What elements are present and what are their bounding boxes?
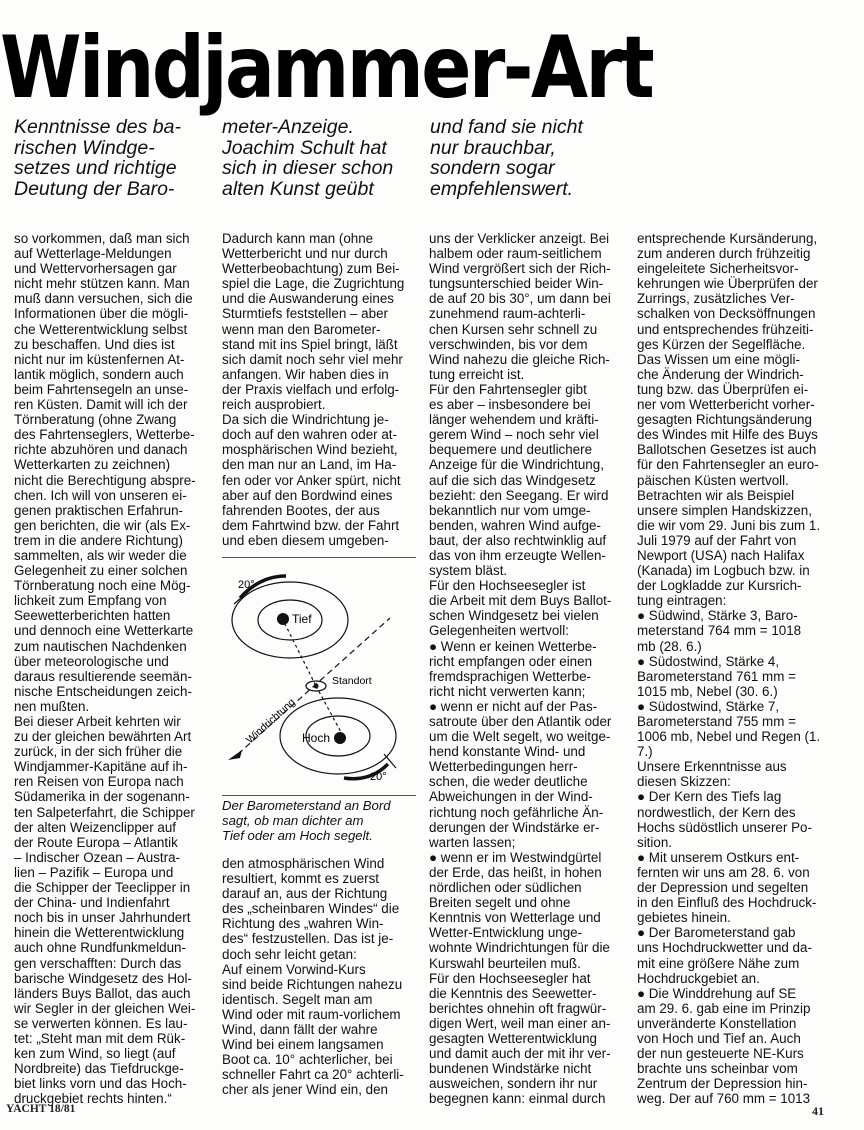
text-line: kehrungen wie Überprüfen der <box>637 276 818 292</box>
text-line: satroute über den Atlantik oder <box>429 714 612 729</box>
text-line: wir Segler in der gleichen Wei- <box>14 1000 196 1016</box>
lede-line: alten Kunst geübt <box>222 177 374 200</box>
text-line: (Kanada) im Logbuch bzw. in <box>637 563 810 579</box>
text-line: und dennoch eine Wetterkarte <box>14 623 194 639</box>
text-line: spiel die Lage, die Zugrichtung <box>222 276 405 292</box>
text-line: am 29. 6. gab eine im Prinzip <box>637 1000 811 1016</box>
low-bearing-line <box>282 618 316 686</box>
lede-line: empfehlenswert. <box>430 177 574 200</box>
text-line: nische Entscheidungen zeich- <box>14 683 192 699</box>
text-line: von Hoch und Tief an. Auch <box>637 1030 801 1046</box>
text-line: ren Küsten. Damit will ich der <box>14 397 188 413</box>
text-line: fernten wir uns am 28. 6. von <box>637 864 810 880</box>
text-line: de auf 20 bis 30°, um dann bei <box>429 291 611 307</box>
text-line: ● wenn er nicht auf der Pas- <box>429 698 598 714</box>
text-line: die Schipper der Teeclipper in <box>14 880 191 896</box>
body-column-1 <box>14 231 208 1107</box>
figure-bottom-rule <box>222 795 416 796</box>
text-line: beim Fahrtensegeln an unse- <box>14 381 189 397</box>
text-line: ● Die Winddrehung auf SE <box>637 985 797 1001</box>
text-line: baut, der also rechtwinklig auf <box>429 532 607 548</box>
text-line: zurück, in der sich früher die <box>14 744 183 760</box>
text-line: ner vom Wetterbericht vorher- <box>637 397 815 413</box>
text-line: schen Windgesetz bei vielen <box>429 608 599 624</box>
text-line: ausweichen, sondern ihr nur <box>429 1076 598 1092</box>
high-label: Hoch <box>302 731 331 745</box>
text-line: nordwestlich, der Kern des <box>637 804 796 820</box>
text-line: sich damit noch sehr viel mehr <box>222 351 403 367</box>
text-line: zu beschaffen. Und dies ist <box>14 336 175 352</box>
low-label: Tief <box>292 612 312 626</box>
text-line: nördlichen oder südlichen <box>429 880 582 896</box>
text-line: der nun gesteuerte NE-Kurs <box>637 1046 804 1062</box>
text-line: nicht mehr stützen kann. Man <box>14 276 190 292</box>
text-line: trem in die andere Richtung) <box>14 532 183 548</box>
text-line: Für den Hochseesegler hat <box>429 970 591 986</box>
figure-caption <box>222 798 417 844</box>
text-line: reich ausprobiert. <box>222 397 326 413</box>
text-line: fen oder vor Anker spürt, nicht <box>222 472 401 488</box>
text-line: digen Wert, weil man einer an- <box>429 1015 611 1031</box>
text-line: in den Einfluß des Hochdruck- <box>637 895 817 911</box>
text-line: tung eintragen: <box>637 593 727 609</box>
text-line: derungen der Windstärke er- <box>429 819 600 835</box>
text-line: ● wenn er im Westwindgürtel <box>429 849 602 865</box>
text-line: gesagten Richtungsänderung <box>637 412 812 428</box>
lede-line: und fand sie nicht <box>430 116 583 138</box>
text-line: ● Der Barometerstand gab <box>637 925 796 941</box>
text-line: weg. Der auf 760 mm = 1013 <box>637 1091 811 1107</box>
text-line: fremdsprachigen Wetterbe- <box>429 668 592 684</box>
text-line: Gelegenheiten wertvoll: <box>429 623 569 639</box>
text-line: unsere simplen Handskizzen, <box>637 502 812 518</box>
text-line: system bläst. <box>429 563 508 579</box>
text-line: Sturmtiefs feststellen – aber <box>222 306 388 322</box>
text-line: und damit auch der mit ihr ver- <box>429 1046 611 1062</box>
text-line: zum anderen durch frühzeitig <box>637 246 811 262</box>
text-line: gerem Wind – noch sehr viel <box>429 427 599 443</box>
low-center-dot <box>277 613 289 625</box>
text-line: den atmosphärischen Wind <box>222 856 385 871</box>
text-line: gesagten Wetterentwicklung <box>429 1030 597 1046</box>
text-line: begegnen kann: einmal durch <box>429 1091 606 1107</box>
text-line: Auf einem Vorwind-Kurs <box>222 961 366 977</box>
text-line: tung bzw. das Überprüfen ei- <box>637 381 809 397</box>
text-line: mit eine größere Nähe zum <box>637 955 800 971</box>
text-line: Wetter-Entwicklung unge- <box>429 925 583 941</box>
text-line: Hochs südöstlich unserer Po- <box>637 819 812 835</box>
text-line: gen verschafften: Durch das <box>14 955 182 971</box>
text-line: Das Wissen um eine mögli- <box>637 351 800 367</box>
text-line: die Arbeit mit dem Buys Ballot- <box>429 593 612 609</box>
text-line: aber auf den Bordwind eines <box>222 487 393 503</box>
lede-line: Kenntnisse des ba- <box>14 116 181 138</box>
angle-label-top: 20° <box>238 579 255 591</box>
lede-col-3 <box>430 117 630 199</box>
text-line: Wind oder mit raum-vorlichem <box>222 1006 401 1022</box>
text-line: identisch. Segelt man am <box>222 991 373 1007</box>
text-line: Wetterbericht und nur durch <box>222 246 388 262</box>
text-line: auch ohne Rundfunkmeldun- <box>14 940 186 956</box>
text-line: und die Auswanderung eines <box>222 291 394 307</box>
text-line: und eben diesem umgeben- <box>222 532 389 548</box>
text-line: chen Kursen sehr schnell zu <box>429 321 598 337</box>
text-line: Abweichungen in der Wind- <box>429 789 593 805</box>
text-line: schen, die weder deutliche <box>429 774 588 790</box>
lede-col-1 <box>14 117 214 199</box>
text-line: Hochdruckgebiet an. <box>637 970 760 986</box>
text-line: – Indischer Ozean – Austra- <box>14 849 180 865</box>
text-line: Seewetterberichten hatten <box>14 608 171 624</box>
text-line: gebietes hinein. <box>637 910 731 926</box>
text-line: richtung noch gefährliche Än- <box>429 804 604 820</box>
text-line: länders Buys Ballot, das auch <box>14 985 191 1001</box>
text-line: Breiten segelt und ohne <box>429 895 571 911</box>
text-line: Informationen über die mögli- <box>14 306 189 322</box>
lede-line: sondern sogar <box>430 157 555 179</box>
text-line: verschwinden, bis vor dem <box>429 336 588 352</box>
text-line: cher als jener Wind ein, den <box>222 1082 388 1098</box>
text-line: bundenen Windstärke nicht <box>429 1061 592 1077</box>
boat-position-dot <box>314 684 319 689</box>
text-line: des Windes mit Hilfe des Buys <box>637 427 818 443</box>
caption-line: Der Barometerstand an Bord <box>222 798 391 813</box>
text-line: Windjammer-Kapitäne auf ih- <box>14 759 188 775</box>
text-line: Wind bei einem langsamen <box>222 1037 384 1053</box>
high-bearing-line <box>316 686 342 734</box>
lede-line: Joachim Schult hat <box>222 136 387 159</box>
text-line: zu der gleichen bewährten Art <box>14 729 192 745</box>
text-line: noch bis in unser Jahrhundert <box>14 910 191 926</box>
text-line: Boot ca. 10° achterlicher, bei <box>222 1052 393 1068</box>
text-line: Da sich die Windrichtung je- <box>222 412 389 428</box>
text-line: se verwerten können. Es lau- <box>14 1015 188 1031</box>
text-line: der Erde, das heißt, in hohen <box>429 864 602 880</box>
text-line: 1006 mb, Nebel und Regen (1. <box>637 729 821 745</box>
text-line: Wetterbedingungen herr- <box>429 759 578 775</box>
text-line: 7.) <box>637 744 653 760</box>
text-line: darauf an, aus der Richtung <box>222 886 388 902</box>
text-line: daraus resultierende seemän- <box>14 668 192 684</box>
text-line: uns der Verklicker anzeigt. Bei <box>429 231 610 246</box>
text-line: so vorkommen, daß man sich <box>14 231 190 246</box>
lede-line: setzes und richtige <box>14 157 177 179</box>
text-line: es aber – insbesondere bei <box>429 397 591 413</box>
text-line: Betrachten wir als Beispiel <box>637 487 795 503</box>
text-line: des Fahrtenseglers, Wetterbe- <box>14 427 195 443</box>
text-line: Ballotschen Gesetzes ist auch <box>637 442 817 458</box>
text-line: uns Hochdruckwetter und da- <box>637 940 812 956</box>
text-line: che Wetterentwicklung selbst <box>14 321 188 337</box>
text-line: Juli 1979 auf der Fahrt von <box>637 532 797 548</box>
headline: Windjammer-Art <box>0 18 653 118</box>
text-line: unveränderte Konstellation <box>637 1015 797 1031</box>
text-line: der Praxis vielfach und erfolg- <box>222 381 400 397</box>
text-line: warten lassen; <box>429 834 516 850</box>
text-line: Nordbreite) das Tiefdruckge- <box>14 1061 184 1077</box>
text-line: bekanntlich nur vom umge- <box>429 502 591 518</box>
text-line: auf die sich das Windgesetz <box>429 472 596 488</box>
caption-line: Tief oder am Hoch segelt. <box>222 828 373 844</box>
text-line: stand mit ins Spiel bringt, läßt <box>222 336 398 352</box>
text-line: nicht nur im küstenfernen At- <box>14 351 185 367</box>
text-line: Kenntnis von Wetterlage und <box>429 910 601 926</box>
text-line: entsprechende Kursänderung, <box>637 231 818 246</box>
low-isobar-outer <box>232 582 348 658</box>
issue-label: YACHT 18/81 <box>6 1103 76 1115</box>
lede-line: sich in dieser schon <box>222 157 394 179</box>
text-line: für den Fahrtensegler an euro- <box>637 457 819 473</box>
angle-label-bottom: 20° <box>370 771 387 783</box>
text-line: hend konstante Wind- und <box>429 744 586 760</box>
text-line: genen praktischen Erfahrun- <box>14 502 183 518</box>
text-line: druckgebiet rechts hinten.“ <box>14 1091 172 1107</box>
text-line: Zurrings, zusätzliches Ver- <box>637 291 795 307</box>
text-line: barische Windgesetz des Hol- <box>14 970 192 986</box>
text-line: ken zum Wind, so liegt (auf <box>14 1046 176 1062</box>
position-label: Standort <box>332 675 372 687</box>
body-column-3 <box>429 231 623 1107</box>
text-line: Kurswahl beurteilen muß. <box>429 955 581 971</box>
text-line: mosphärischen Wind bezieht, <box>222 442 398 458</box>
text-line: tungsunterschied beider Win- <box>429 276 604 292</box>
text-line: ren Reisen von Europa nach <box>14 774 184 790</box>
wind-direction-label: Windrichtung <box>243 696 298 747</box>
text-line: um die Welt segelt, wo weitge- <box>429 729 611 745</box>
text-line: der Depression und segelten <box>637 880 809 896</box>
text-line: meterstand 764 mm = 1018 <box>637 623 802 639</box>
text-line: che Änderung der Windrich- <box>637 366 804 382</box>
text-line: der Logkladde zur Kursrich- <box>637 578 802 594</box>
text-line: anfangen. Wir haben dies in <box>222 366 389 382</box>
text-line: ● Südwind, Stärke 3, Baro- <box>637 608 798 624</box>
text-line: lien – Pazifik – Europa und <box>14 864 174 880</box>
text-line: biet links vorn und das Hoch- <box>14 1076 187 1092</box>
text-line: diesen Skizzen: <box>637 774 731 790</box>
text-line: wenn man den Barometer- <box>222 321 381 337</box>
body-column-2-top <box>222 231 416 551</box>
low-angle-tick <box>234 592 248 604</box>
lede-line: rischen Windge- <box>14 136 155 159</box>
text-line: richt empfangen oder einen <box>429 653 593 669</box>
high-center-dot <box>334 732 346 744</box>
text-line: 1015 mb, Nebel (30. 6.) <box>637 683 778 699</box>
text-line: über meteorologische und <box>14 653 169 669</box>
text-line: mb (28. 6.) <box>637 638 702 654</box>
text-line: resultiert, kommt es zuerst <box>222 871 380 887</box>
text-line: lantik möglich, sondern auch <box>14 366 184 382</box>
text-line: Für den Hochseesegler ist <box>429 578 586 594</box>
text-line: Wind nahezu die gleiche Rich- <box>429 351 610 367</box>
text-line: Anzeige für die Windrichtung, <box>429 457 604 473</box>
text-line: zum nautischen Nachdenken <box>14 638 187 654</box>
text-line: Barometerstand 761 mm = <box>637 668 796 684</box>
text-line: Dadurch kann man (ohne <box>222 231 374 246</box>
text-line: doch sehr leicht getan: <box>222 946 357 962</box>
text-line: Südamerika in der sogenann- <box>14 789 190 805</box>
text-line: sition. <box>637 834 672 850</box>
text-line: Wetterkarten zu zeichnen) <box>14 457 171 473</box>
text-line: hinein die Wetterentwicklung <box>14 925 185 941</box>
text-line: Wind vergrößert sich der Rich- <box>429 261 611 277</box>
text-line: gen berichten, die wir (als Ex- <box>14 517 191 533</box>
text-line: Für den Fahrtensegler gibt <box>429 381 587 397</box>
text-line: des“ festzustellen. Das ist je- <box>222 931 394 947</box>
text-line: doch auf den wahren oder at- <box>222 427 397 443</box>
text-line: berichtes ohnehin oft fragwür- <box>429 1000 607 1016</box>
text-line: Zentrum der Depression hin- <box>637 1076 808 1092</box>
text-line: schalken von Decksöffnungen <box>637 306 816 322</box>
text-line: ● Südostwind, Stärke 4, <box>637 653 780 669</box>
text-line: Törnberatung noch eine Mög- <box>14 578 191 594</box>
low-isobar-inner <box>258 600 322 640</box>
wind-pressure-diagram <box>220 558 420 792</box>
text-line: schneller Fahrt ca 20° achterli- <box>222 1067 404 1083</box>
lede-col-2 <box>222 117 422 199</box>
text-line: des „scheinbaren Windes“ die <box>222 901 400 917</box>
text-line: wohnte Windrichtungen für die <box>429 940 610 956</box>
lede-line: nur brauchbar, <box>430 136 556 159</box>
text-line: Newport (USA) nach Halifax <box>637 547 805 563</box>
text-line: und Wettervorhersagen gar <box>14 261 177 277</box>
text-line: den man nur an Land, im Ha- <box>222 457 397 473</box>
text-line: bezieht: den Seegang. Er wird <box>429 487 609 503</box>
text-line: ● Der Kern des Tiefs lag <box>637 789 782 805</box>
text-line: bequemere und deutlichere <box>429 442 593 458</box>
text-line: ● Mit unserem Ostkurs ent- <box>637 849 800 865</box>
text-line: auf Wetterlage-Meldungen <box>14 246 172 262</box>
text-line: nen mußten. <box>14 698 90 714</box>
text-line: länger wehendem und kräfti- <box>429 412 599 428</box>
text-line: benden, wahren Wind aufge- <box>429 517 601 533</box>
text-line: chen. Ich will von unseren ei- <box>14 487 187 503</box>
text-line: dem Fahrtwind bzw. der Fahrt <box>222 517 400 533</box>
text-line: der China- und Indienfahrt <box>14 895 170 911</box>
text-line: nicht die Berechtigung abspre- <box>14 472 196 488</box>
text-line: Gelegenheit zu einer solchen <box>14 563 188 579</box>
text-line: ● Südostwind, Stärke 7, <box>637 698 780 714</box>
page-number: 41 <box>812 1104 824 1118</box>
text-line: tung erreicht ist. <box>429 366 525 382</box>
text-line: die wir vom 29. Juni bis zum 1. <box>637 517 821 533</box>
text-line: Unsere Erkenntnisse aus <box>637 759 787 775</box>
text-line: brachte uns scheinbar vom <box>637 1061 798 1077</box>
text-line: halbem oder raum-seitlichem <box>429 246 602 262</box>
text-line: das von ihm erzeugte Wellen- <box>429 547 606 563</box>
lede-line: meter-Anzeige. <box>222 116 354 138</box>
text-line: Bei dieser Arbeit kehrten wir <box>14 714 181 729</box>
text-line: eingeleitete Sicherheitsvor- <box>637 261 799 277</box>
body-column-2-bottom <box>222 856 416 1099</box>
text-line: ges Kürzen der Segelfläche. <box>637 336 806 352</box>
text-line: sammelten, als wir weder die <box>14 547 187 563</box>
text-line: tet: „Steht man mit dem Rük- <box>14 1030 186 1046</box>
text-line: der Route Europa – Atlantik <box>14 834 178 850</box>
text-line: Richtung des „wahren Win- <box>222 916 384 932</box>
text-line: ten Salpeterfahrt, die Schipper <box>14 804 195 820</box>
text-line: Törnberatung (ohne Zwang <box>14 412 177 428</box>
text-line: Wind, dann fällt der wahre <box>222 1022 378 1038</box>
body-column-4 <box>637 231 831 1107</box>
text-line: ● Wenn er keinen Wetterbe- <box>429 638 597 654</box>
text-line: lichkeit zum Empfang von <box>14 593 167 609</box>
text-line: die Kenntnis des Seewetter- <box>429 985 597 1001</box>
text-line: sind beide Richtungen nahezu <box>222 976 403 992</box>
caption-line: sagt, ob man dichter am <box>222 813 364 829</box>
text-line: Barometerstand 755 mm = <box>637 714 796 729</box>
text-line: der alten Weizenclipper auf <box>14 819 177 835</box>
text-line: und entsprechendes frühzeiti- <box>637 321 814 337</box>
text-line: richte abzuhören und danach <box>14 442 188 458</box>
text-line: fahrenden Bootes, der aus <box>222 502 380 518</box>
text-line: zunehmend raum-achterli- <box>429 306 586 322</box>
text-line: muß dann versuchen, sich die <box>14 291 193 307</box>
lede-line: Deutung der Baro- <box>14 177 175 200</box>
text-line: richt nicht verwerten kann; <box>429 683 586 699</box>
text-line: Wetterbeobachtung) zum Bei- <box>222 261 400 277</box>
text-line: päischen Küsten wertvoll. <box>637 472 789 488</box>
